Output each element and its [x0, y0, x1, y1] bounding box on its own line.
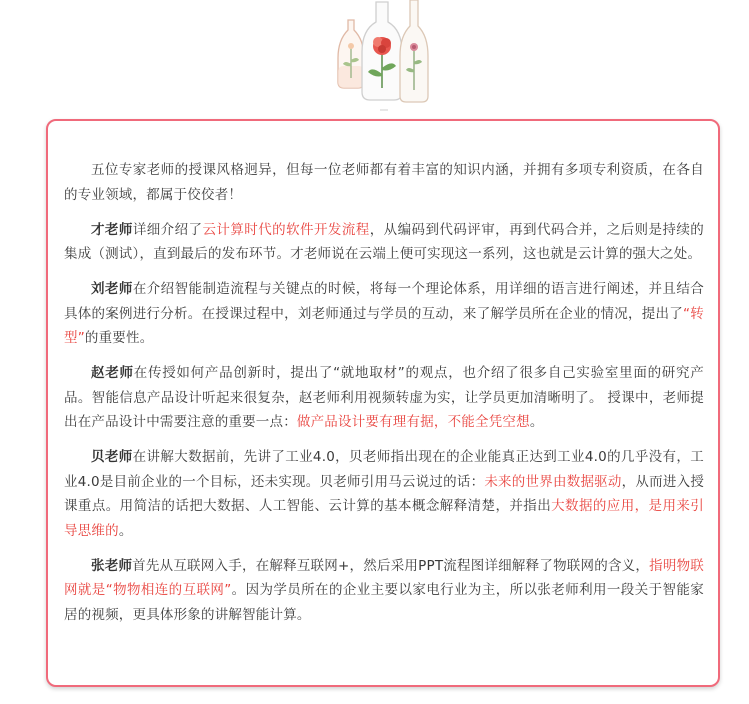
paragraph-text: 。: [118, 522, 133, 539]
highlight-text: 云计算时代的软件开发流程: [202, 221, 370, 238]
content-card: [46, 119, 720, 687]
teacher-name: 刘老师: [91, 281, 133, 297]
intro-paragraph: [64, 158, 704, 207]
paragraph-text: 。: [529, 414, 544, 430]
flower-bottles-illustration: [330, 0, 440, 115]
teacher-name: 赵老师: [91, 365, 134, 381]
teacher-paragraph-liu: [64, 277, 704, 351]
paragraph-text: 详细介绍了: [132, 221, 203, 238]
teacher-paragraph-zhang: [64, 554, 704, 628]
paragraph-text: 在传授如何产品创新时，提出了“就地取材”的观点，也介绍了很多自己实验室里面的研究产品。智能信息产品设计听起来很复杂，赵老师利用视频转虚为实，让学员更加清晰明了。 授课中，老师提出在产品设计中需要注意的重要一点：: [64, 365, 704, 430]
highlight-text: 指明物联网就是“物物相连的互联网”: [64, 557, 704, 598]
paragraph-text: 的重要性。: [84, 330, 154, 346]
highlight-text: 大数据的应用，是用来引导思维的: [64, 498, 705, 539]
highlight-text: 未来的世界由数据驱动: [484, 473, 622, 490]
paragraph-text: 。因为学员所在的企业主要以家电行业为主，所以张老师利用一段关于智能家居的视频，更具体形象的讲解智能计算。: [64, 582, 704, 623]
intro-text: 五位专家老师的授课风格迥异，但每一位老师都有着丰富的知识内涵，并拥有多项专利资质，在各自的专业领域，都属于佼佼者！: [64, 162, 704, 203]
teacher-paragraph-cai: [64, 218, 704, 267]
paragraph-text: ，从编码到代码评审，再到代码合并，之后则是持续的集成（测试），直到最后的发布环节。才老师说在云端上便可实现这一系列，这也就是云计算的强大之处。: [64, 221, 704, 262]
flower-bottles-icon: [330, 0, 440, 115]
paragraph-text: ，从而进入授课重点。用简洁的话把大数据、人工智能、云计算的基本概念解释清楚，并指出: [64, 473, 705, 514]
paragraph-text: 在介绍智能制造流程与关键点的时候，将每一个理论体系，用详细的语言进行阐述，并且结合具体的案例进行分析。在授课过程中，刘老师通过与学员的互动，来了解学员所在企业的情况，提出了: [64, 281, 704, 322]
paragraph-text: 首先从互联网入手，在解释互联网+，然后采用PPT流程图详细解释了物联网的含义，: [132, 557, 650, 574]
paragraph-text: 在讲解大数据前，先讲了工业4.0，贝老师指出现在的企业能真正达到工业4.0的几乎没有，工业4.0是目前企业的一个目标，还未实现。贝老师引用马云说过的话：: [64, 449, 704, 490]
teacher-paragraph-bei: [64, 445, 704, 543]
teacher-name: 才老师: [91, 221, 133, 238]
teacher-paragraph-zhao: [64, 361, 704, 435]
teacher-name: 张老师: [91, 557, 133, 574]
article-body: [64, 158, 704, 627]
highlight-text: 做产品设计要有理有据，不能全凭空想: [296, 414, 530, 430]
highlight-text: “转型”: [64, 305, 704, 346]
teacher-name: 贝老师: [91, 449, 133, 465]
